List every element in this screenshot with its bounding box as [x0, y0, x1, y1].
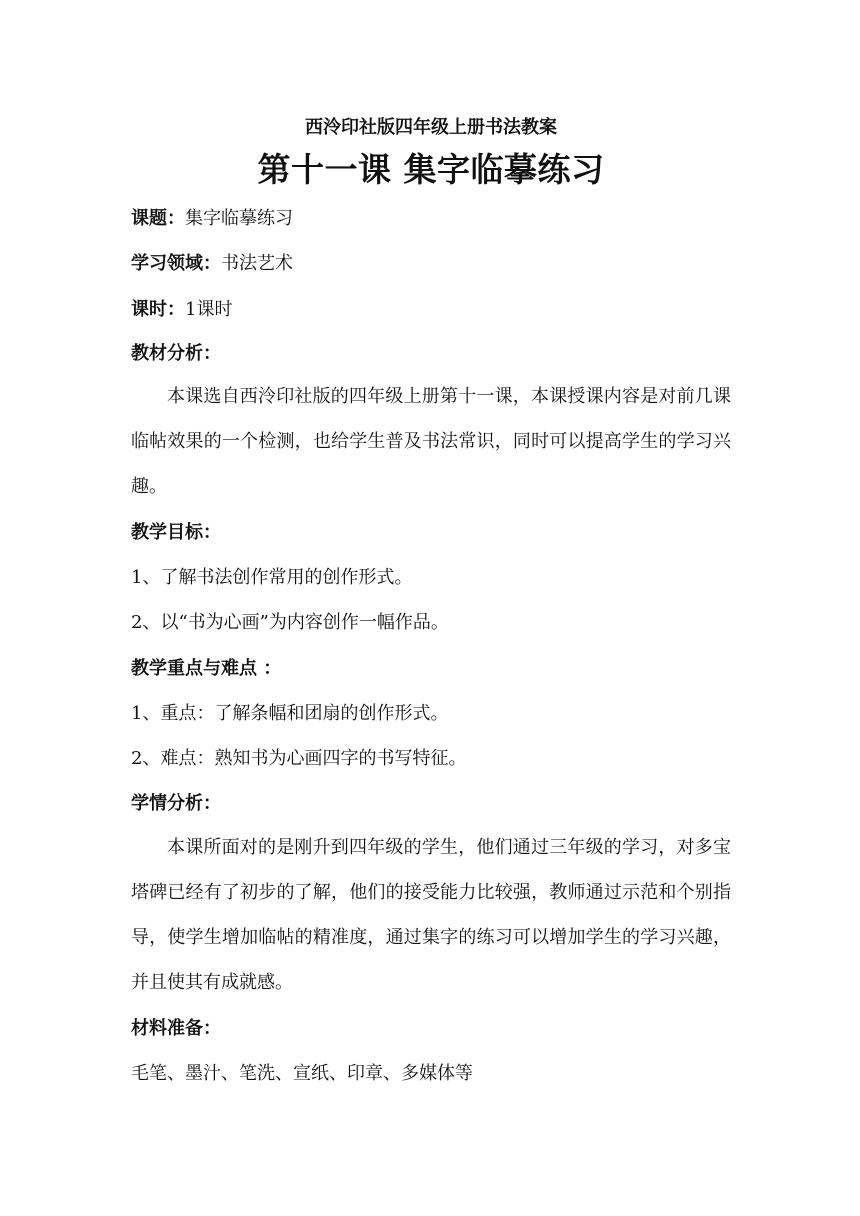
domain-row: [131, 250, 731, 277]
lesson-title: 第十一课 集字临摹练习: [257, 150, 605, 189]
hours-value: 1课时: [185, 299, 233, 320]
topic-row: [131, 205, 731, 232]
hours-row: [131, 296, 731, 323]
domain-label: 学习领域：: [131, 253, 221, 274]
materials-heading: 材料准备：: [131, 1018, 221, 1039]
materials-list: 毛笔、墨汁、笔洗、宣纸、印章、多媒体等: [131, 1063, 473, 1084]
hours-label: 课时：: [131, 299, 185, 320]
goal-item-1: 1、了解书法创作常用的创作形式。: [131, 567, 413, 588]
learners-paragraph: 本课所面对的是刚升到四年级的学生，他们通过三年级的学习，对多宝塔碑已经有了初步的了解，他们的接受能力比较强，教师通过示范和个别指导，使学生增加临帖的精准度，通过集字的练习可以增加学生的学习兴趣，并且使其有成就感。: [131, 837, 731, 993]
domain-value: 书法艺术: [221, 253, 293, 274]
topic-label: 课题：: [131, 208, 185, 229]
goals-heading: 教学目标：: [131, 522, 221, 543]
analysis-heading: 教材分析：: [131, 343, 221, 364]
topic-value: 集字临摹练习: [185, 208, 293, 229]
keypoints-heading: 教学重点与难点 ：: [131, 658, 282, 679]
goal-item-2: 2、以“书为心画”为内容创作一幅作品。: [131, 612, 449, 633]
analysis-paragraph: 本课选自西泠印社版的四年级上册第十一课，本课授课内容是对前几课临帖效果的一个检测，也给学生普及书法常识，同时可以提高学生的学习兴趣。: [131, 386, 731, 497]
keypoint-item-2: 2、难点：熟知书为心画四字的书写特征。: [131, 748, 467, 769]
keypoint-item-1: 1、重点：了解条幅和团扇的创作形式。: [131, 703, 449, 724]
document-subtitle: 西泠印社版四年级上册书法教案: [305, 117, 557, 138]
learners-heading: 学情分析：: [131, 793, 221, 814]
